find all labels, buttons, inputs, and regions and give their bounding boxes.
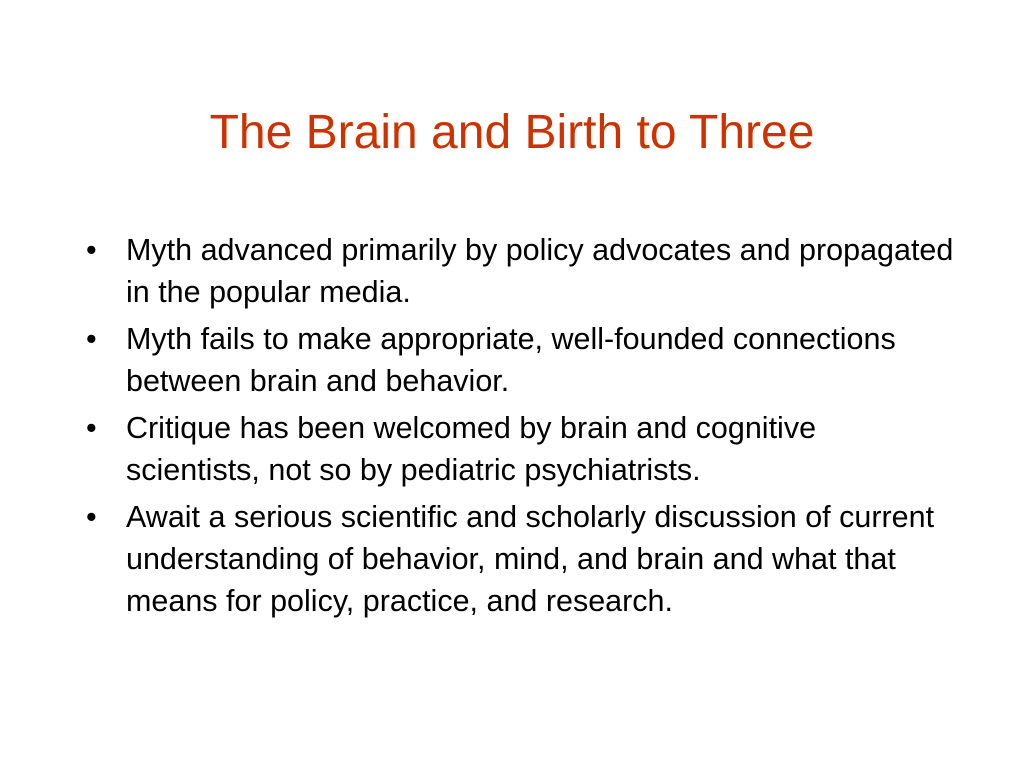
bullet-marker: • xyxy=(86,500,97,534)
bullet-marker: • xyxy=(86,322,97,356)
bullet-text: Await a serious scientific and scholarly discussion of current understanding of behavior, mind, and brain and what that means for policy, practice, and research. xyxy=(126,500,935,618)
bullet-text: Critique has been welcomed by brain and cognitive scientists, not so by pediatric psychiatrists. xyxy=(126,411,817,487)
bullet-marker: • xyxy=(86,411,97,445)
bullet-item-2 xyxy=(86,318,956,402)
bullet-list xyxy=(86,229,956,627)
slide-title: The Brain and Birth to Three xyxy=(209,106,815,159)
bullet-text: Myth advanced primarily by policy advocates and propagated in the popular media. xyxy=(126,233,954,309)
bullet-marker: • xyxy=(86,233,97,267)
bullet-item-4 xyxy=(86,496,956,622)
bullet-text: Myth fails to make appropriate, well-founded connections between brain and behavior. xyxy=(126,322,896,398)
bullet-item-3 xyxy=(86,407,956,491)
bullet-item-1 xyxy=(86,229,956,313)
